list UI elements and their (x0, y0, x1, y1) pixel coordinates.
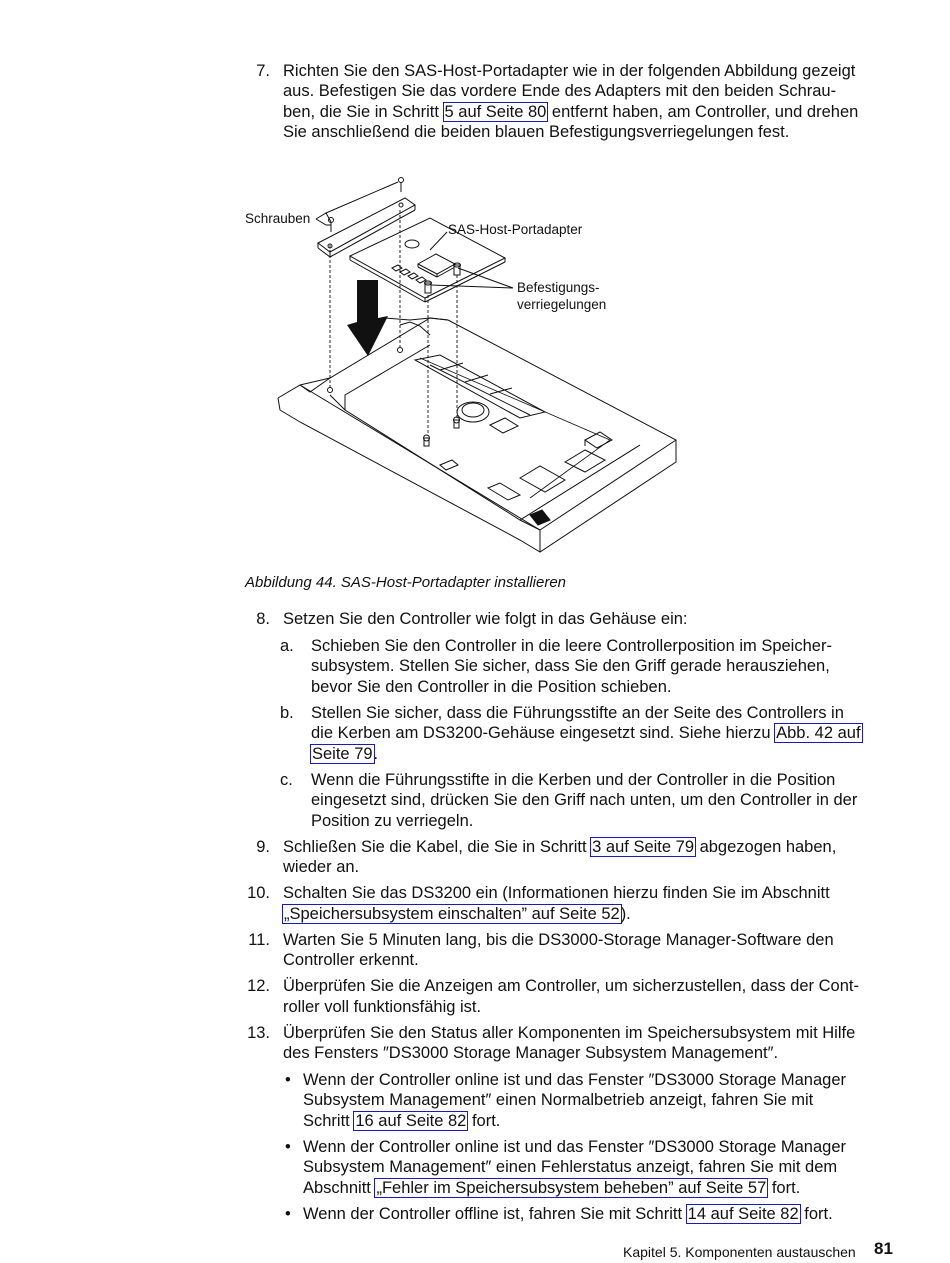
chapter-footer: Kapitel 5. Komponenten austauschen (623, 1244, 856, 1260)
cross-reference-link[interactable]: 14 auf Seite 82 (687, 1205, 799, 1223)
bullet: • (285, 1071, 291, 1089)
step-text: Setzen Sie den Controller wie folgt in das Gehäuse ein: (283, 610, 688, 628)
label-latches: Befestigungs- (517, 280, 600, 295)
substep-text: Wenn die Führungsstifte in die Kerben und der Controller in die Position (311, 771, 836, 789)
cross-reference-link[interactable]: „Speichersubsystem einschalten” auf Seite 52 (284, 905, 620, 923)
label-screws: Schrauben (245, 211, 311, 226)
step-text: Überprüfen Sie die Anzeigen am Controller, um sicherzustellen, dass der Cont- (283, 977, 859, 995)
step-text: Schließen Sie die Kabel, die Sie in Schritt 3 auf Seite 79 abgezogen haben, (283, 838, 837, 856)
cross-reference-link[interactable]: 3 auf Seite 79 (592, 838, 694, 856)
step-text: ben, die Sie in Schritt 5 auf Seite 80 entfernt haben, am Controller, und drehen (283, 103, 859, 121)
substep-text: bevor Sie den Controller in die Position schieben. (311, 678, 672, 696)
substep-letter: a. (280, 637, 294, 655)
step-number: 13. (247, 1024, 270, 1042)
substep-text: die Kerben am DS3200-Gehäuse eingesetzt sind. Siehe hierzu Abb. 42 auf (311, 724, 861, 742)
substep-letter: b. (280, 704, 294, 722)
step-text: des Fensters ″DS3000 Storage Manager Subsystem Management″. (283, 1044, 779, 1062)
step-number: 12. (247, 977, 270, 995)
figure-caption: Abbildung 44. SAS-Host-Portadapter installieren (245, 574, 567, 591)
cross-reference-link[interactable]: Abb. 42 auf (776, 724, 861, 742)
step-text: „Speichersubsystem einschalten” auf Seite 52). (284, 905, 631, 923)
substep-text: Stellen Sie sicher, dass die Führungsstifte an der Seite des Controllers in (311, 704, 844, 722)
substep-text: Position zu verriegeln. (311, 812, 474, 830)
page-number: 81 (874, 1239, 893, 1258)
step-text: roller voll funktionsfähig ist. (283, 998, 482, 1016)
bullet-text: Abschnitt „Fehler im Speichersubsystem beheben” auf Seite 57 fort. (303, 1179, 801, 1197)
substep-text: subsystem. Stellen Sie sicher, dass Sie den Griff gerade herausziehen, (311, 657, 830, 675)
bullet-text: Schritt 16 auf Seite 82 fort. (303, 1112, 501, 1130)
bullet-text: Wenn der Controller online ist und das Fenster ″DS3000 Storage Manager (303, 1138, 847, 1156)
cross-reference-link[interactable]: „Fehler im Speichersubsystem beheben” auf Seite 57 (376, 1179, 767, 1197)
adapter-installation-figure (240, 170, 700, 560)
step-number: 8. (256, 610, 270, 628)
step-text: Warten Sie 5 Minuten lang, bis die DS3000-Storage Manager-Software den (283, 931, 834, 949)
step-number: 10. (247, 884, 270, 902)
bullet: • (285, 1138, 291, 1156)
bullet-text: Wenn der Controller offline ist, fahren Sie mit Schritt 14 auf Seite 82 fort. (303, 1205, 833, 1223)
bullet: • (285, 1205, 291, 1223)
step-number: 11. (248, 931, 270, 949)
step-number: 9. (256, 838, 270, 856)
step-number: 7. (256, 62, 270, 80)
step-text: Controller erkennt. (283, 951, 419, 969)
bullet-text: Subsystem Management″ einen Fehlerstatus anzeigt, fahren Sie mit dem (303, 1158, 838, 1176)
cross-reference-link[interactable]: Seite 79 (312, 745, 373, 763)
cross-reference-link[interactable]: 5 auf Seite 80 (444, 103, 547, 121)
substep-text: Schieben Sie den Controller in die leere Controllerposition im Speicher- (311, 637, 832, 655)
label-latches: verriegelungen (517, 297, 607, 312)
step-text: Schalten Sie das DS3200 ein (Informationen hierzu finden Sie im Abschnitt (283, 884, 830, 902)
step-text: Überprüfen Sie den Status aller Komponenten im Speichersubsystem mit Hilfe (283, 1024, 856, 1042)
step-text: Richten Sie den SAS-Host-Portadapter wie in der folgenden Abbildung gezeigt (283, 62, 856, 80)
substep-text: eingesetzt sind, drücken Sie den Griff nach unten, um den Controller in der (311, 791, 858, 809)
label-sas-host-port-adapter: SAS-Host-Portadapter (448, 222, 583, 237)
bullet-text: Wenn der Controller online ist und das Fenster ″DS3000 Storage Manager (303, 1071, 847, 1089)
step-text: aus. Befestigen Sie das vordere Ende des Adapters mit den beiden Schrau- (283, 82, 837, 100)
step-text: wieder an. (283, 858, 360, 876)
cross-reference-link[interactable]: 16 auf Seite 82 (355, 1112, 467, 1130)
step-text: Sie anschließend die beiden blauen Befestigungsverriegelungen fest. (283, 123, 790, 141)
substep-text: Seite 79. (312, 745, 379, 763)
bullet-text: Subsystem Management″ einen Normalbetrieb anzeigt, fahren Sie mit (303, 1091, 814, 1109)
substep-letter: c. (280, 771, 293, 789)
